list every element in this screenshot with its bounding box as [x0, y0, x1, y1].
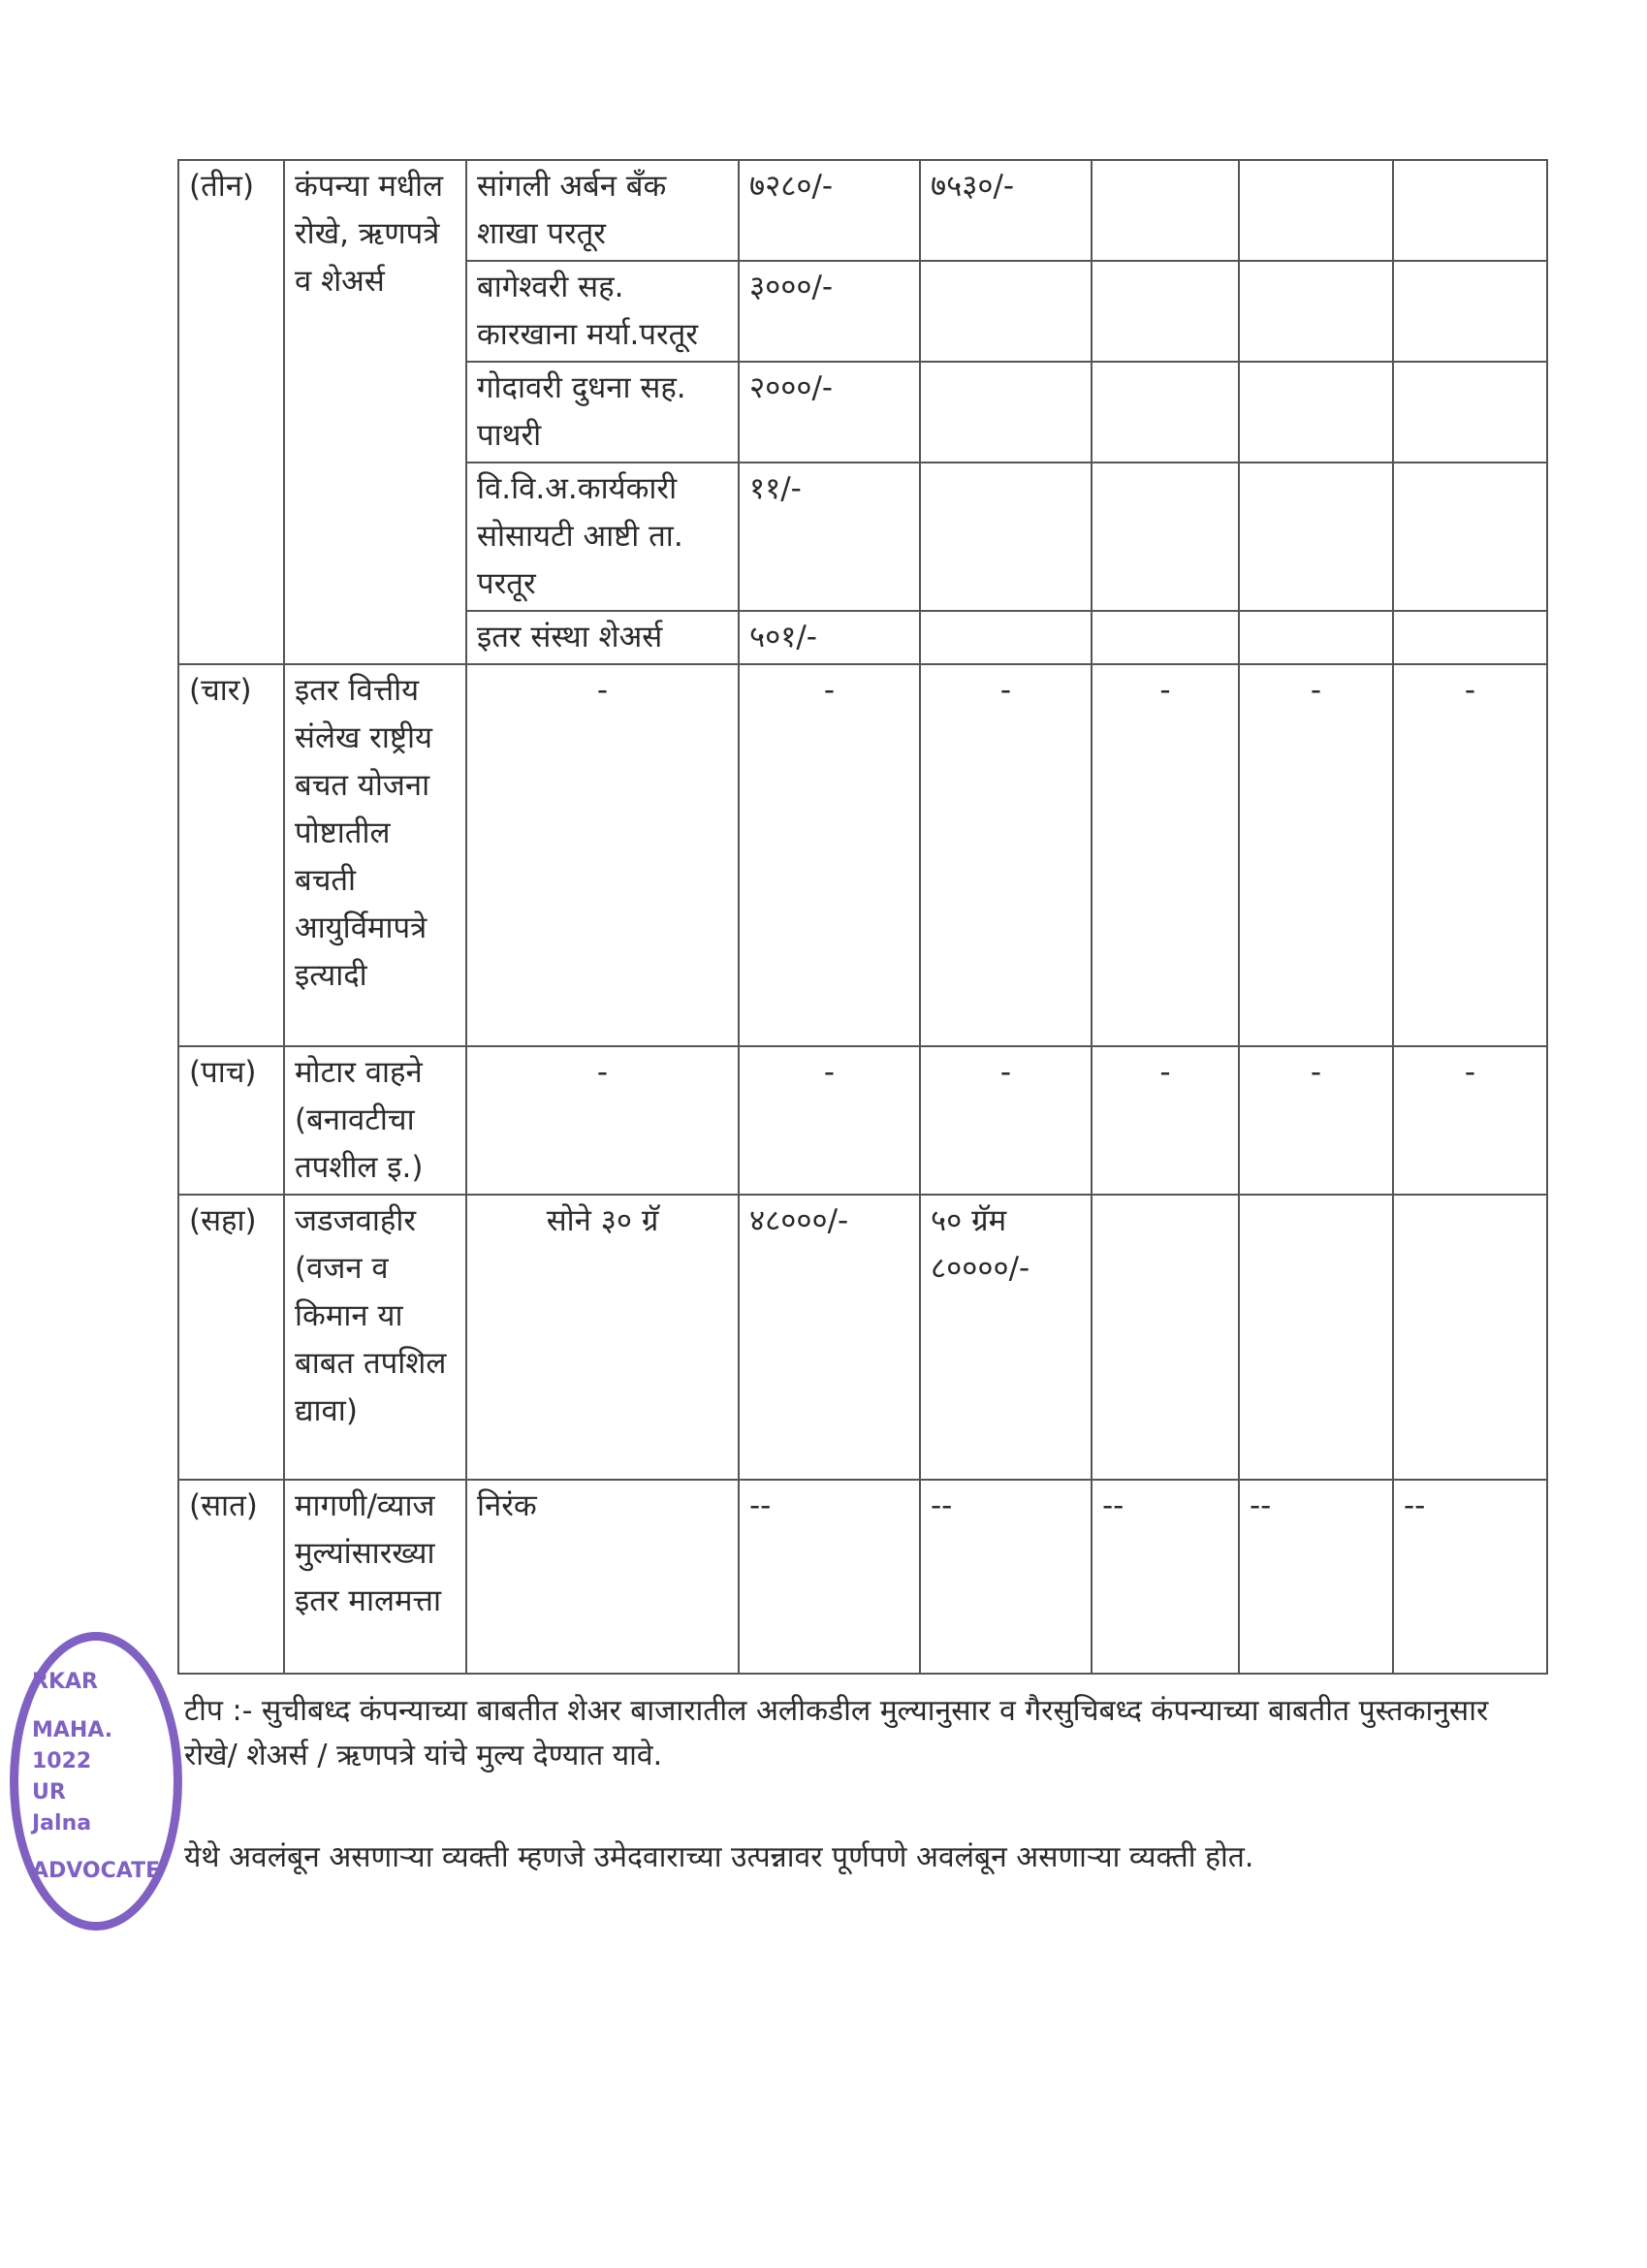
value-cell: - — [1092, 1046, 1239, 1195]
table-row — [178, 664, 1547, 1046]
row-number: (सात) — [178, 1480, 284, 1674]
value-cell: - — [739, 664, 920, 1046]
value-cell: ५०१/- — [739, 611, 920, 664]
advocate-stamp — [10, 1632, 182, 1931]
value-cell: ५० ग्रॅम ८००००/- — [920, 1195, 1092, 1480]
stamp-text: MAHA. — [32, 1718, 113, 1742]
value-cell: -- — [1092, 1480, 1239, 1674]
share-name: इतर संस्था शेअर्स — [466, 611, 739, 664]
value-cell: - — [1239, 664, 1393, 1046]
row-description: मागणी/व्याज मुल्यांसारख्या इतर मालमत्ता — [284, 1480, 466, 1674]
stamp-text: RKAR — [32, 1670, 98, 1694]
dependent-note: येथे अवलंबून असणाऱ्या व्यक्ती म्हणजे उमेदवाराच्या उत्पन्नावर पूर्णपणे अवलंबून असणाऱ्या व्यक्ती होत. — [184, 1840, 1254, 1874]
table-row — [178, 1480, 1547, 1674]
value-cell: २०००/- — [739, 362, 920, 463]
tip-note: टीप :- सुचीबध्द कंपन्याच्या बाबतीत शेअर बाजारातील अलीकडील मुल्यानुसार व गैरसुचिबध्द कंपन्याच्या बाबतीत पुस्तकानुसार रोखे/ शेअर्स / ऋणपत्रे यांचे मुल्य देण्यात यावे. — [184, 1694, 1489, 1773]
value-cell: -- — [920, 1480, 1092, 1674]
stamp-text: Jalna — [32, 1811, 92, 1836]
value-cell: ३०००/- — [739, 261, 920, 362]
value-cell: - — [466, 664, 739, 1046]
table-row — [178, 160, 1547, 261]
value-cell: - — [1239, 1046, 1393, 1195]
value-cell: -- — [1393, 1480, 1547, 1674]
row-number: (सहा) — [178, 1195, 284, 1480]
value-cell: ७२८०/- — [739, 160, 920, 261]
value-cell: ४८०००/- — [739, 1195, 920, 1480]
row-number: (चार) — [178, 664, 284, 1046]
row-description: जडजवाहीर (वजन व किमान या बाबत तपशिल द्यावा) — [284, 1195, 466, 1480]
stamp-text: UR — [32, 1780, 66, 1805]
value-cell: निरंक — [466, 1480, 739, 1674]
row-description: इतर वित्तीय संलेख राष्ट्रीय बचत योजना पोष्टातील बचती आयुर्विमापत्रे इत्यादी — [284, 664, 466, 1046]
value-cell: - — [739, 1046, 920, 1195]
share-name: वि.वि.अ.कार्यकारी सोसायटी आष्टी ता. परतूर — [466, 463, 739, 611]
value-cell: ७५३०/- — [920, 160, 1092, 261]
value-cell: -- — [739, 1480, 920, 1674]
table-row — [178, 1195, 1547, 1480]
row-description: कंपन्या मधील रोखे, ऋणपत्रे व शेअर्स — [284, 160, 466, 664]
stamp-text: ADVOCATE — [32, 1859, 161, 1883]
value-cell: सोने ३० ग्रॅ — [466, 1195, 739, 1480]
share-name: गोदावरी दुधना सह. पाथरी — [466, 362, 739, 463]
value-cell: - — [1393, 664, 1547, 1046]
value-cell: - — [466, 1046, 739, 1195]
value-cell: - — [920, 664, 1092, 1046]
value-cell: - — [920, 1046, 1092, 1195]
share-name: सांगली अर्बन बँक शाखा परतूर — [466, 160, 739, 261]
row-description: मोटार वाहने (बनावटीचा तपशील इ.) — [284, 1046, 466, 1195]
value-cell: - — [1393, 1046, 1547, 1195]
value-cell: -- — [1239, 1480, 1393, 1674]
row-number: (पाच) — [178, 1046, 284, 1195]
share-name: बागेश्वरी सह. कारखाना मर्या.परतूर — [466, 261, 739, 362]
value-cell: ११/- — [739, 463, 920, 611]
table-row — [178, 1046, 1547, 1195]
row-number: (तीन) — [178, 160, 284, 664]
assets-table — [177, 159, 1548, 1675]
stamp-text: 1022 — [32, 1749, 92, 1773]
value-cell: - — [1092, 664, 1239, 1046]
